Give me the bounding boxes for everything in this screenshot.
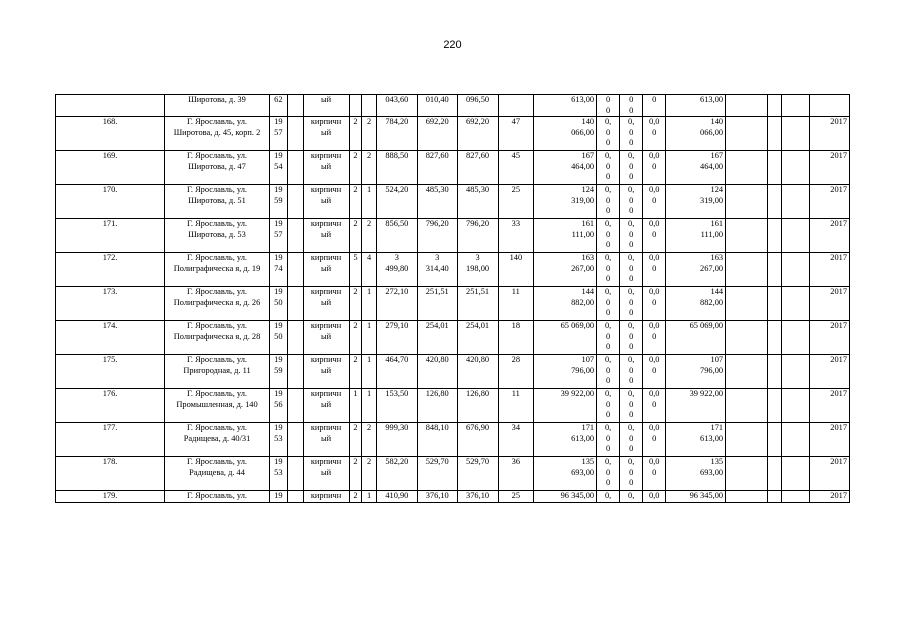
zero-cell-3: 0,0 0 [643,219,666,253]
address-cell: Г. Ярославль, ул. Полиграфическа я, д. 28 [165,321,270,355]
zero-cell-3: 0,0 0 [643,117,666,151]
repair-cost-cell: 96 345,00 [534,491,597,503]
total-area-cell: 999,30 [376,423,417,457]
empty-cell [287,95,303,117]
living-area-cell: 529,70 [417,457,457,491]
zero-cell-3: 0,0 0 [643,253,666,287]
zero-cell-1: 0, [597,491,620,503]
row-number-cell: 177. [56,423,165,457]
residents-cell: 47 [498,117,534,151]
zero-cell-2: 0, 0 0 [620,321,643,355]
repair-cost-total-cell: 140 066,00 [666,117,726,151]
zero-cell-3: 0,0 0 [643,355,666,389]
zero-cell-1: 0, 0 0 [597,185,620,219]
entrances-cell: 1 [362,185,377,219]
table-row [56,423,850,457]
floors-cell: 2 [349,321,362,355]
completion-year-cell [809,95,849,117]
living-area-cell: 848,10 [417,423,457,457]
completion-year-cell: 2017 [809,457,849,491]
premises-area-cell: 376,10 [457,491,498,503]
repair-cost-total-cell: 161 111,00 [666,219,726,253]
residents-cell: 18 [498,321,534,355]
wall-material-cell: кирпичн ый [303,389,349,423]
entrances-cell: 1 [362,491,377,503]
empty-cell [781,321,809,355]
completion-year-cell: 2017 [809,355,849,389]
address-cell: Г. Ярославль, ул. Промышленная, д. 140 [165,389,270,423]
entrances-cell [362,95,377,117]
residents-cell: 25 [498,185,534,219]
wall-material-cell: кирпичн ый [303,253,349,287]
empty-cell [768,219,782,253]
zero-cell-2: 0, 0 0 [620,287,643,321]
living-area-cell: 376,10 [417,491,457,503]
address-cell: Г. Ярославль, ул. Полиграфическа я, д. 26 [165,287,270,321]
empty-cell [287,457,303,491]
empty-cell [781,287,809,321]
zero-cell-2: 0, 0 0 [620,457,643,491]
total-area-cell: 3 499,80 [376,253,417,287]
empty-cell [781,457,809,491]
empty-cell [726,321,768,355]
entrances-cell: 2 [362,219,377,253]
total-area-cell: 043,60 [376,95,417,117]
zero-cell-2: 0, 0 0 [620,117,643,151]
row-number-cell [56,95,165,117]
living-area-cell: 420,80 [417,355,457,389]
total-area-cell: 279,10 [376,321,417,355]
total-area-cell: 784,20 [376,117,417,151]
completion-year-cell: 2017 [809,389,849,423]
address-cell: Г. Ярославль, ул. Широтова, д. 45, корп. 2 [165,117,270,151]
entrances-cell: 4 [362,253,377,287]
wall-material-cell: кирпичн ый [303,457,349,491]
total-area-cell: 153,50 [376,389,417,423]
zero-cell-1: 0, 0 0 [597,117,620,151]
entrances-cell: 2 [362,151,377,185]
repair-cost-total-cell: 96 345,00 [666,491,726,503]
zero-cell-3: 0,0 [643,491,666,503]
row-number-cell: 179. [56,491,165,503]
living-area-cell: 126,80 [417,389,457,423]
build-year-cell: 19 53 [269,457,287,491]
empty-cell [768,355,782,389]
completion-year-cell: 2017 [809,117,849,151]
table-row [56,253,850,287]
repair-cost-cell: 161 111,00 [534,219,597,253]
living-area-cell: 692,20 [417,117,457,151]
wall-material-cell: ый [303,95,349,117]
zero-cell-2: 0, 0 0 [620,389,643,423]
table-row [56,117,850,151]
zero-cell-2: 0, [620,491,643,503]
row-number-cell: 176. [56,389,165,423]
zero-cell-3: 0,0 0 [643,423,666,457]
wall-material-cell: кирпичн ый [303,151,349,185]
repair-cost-cell: 135 693,00 [534,457,597,491]
floors-cell: 2 [349,491,362,503]
zero-cell-1: 0, 0 0 [597,321,620,355]
address-cell: Г. Ярославль, ул. Широтова, д. 53 [165,219,270,253]
empty-cell [768,491,782,503]
zero-cell-1: 0, 0 0 [597,355,620,389]
zero-cell-1: 0, 0 0 [597,287,620,321]
repair-cost-cell: 39 922,00 [534,389,597,423]
zero-cell-2: 0, 0 0 [620,151,643,185]
empty-cell [768,185,782,219]
completion-year-cell: 2017 [809,253,849,287]
living-area-cell: 010,40 [417,95,457,117]
total-area-cell: 524,20 [376,185,417,219]
empty-cell [768,457,782,491]
empty-cell [726,185,768,219]
entrances-cell: 2 [362,457,377,491]
premises-area-cell: 126,80 [457,389,498,423]
address-cell: Г. Ярославль, ул. Радищева, д. 44 [165,457,270,491]
empty-cell [287,321,303,355]
repair-cost-cell: 65 069,00 [534,321,597,355]
empty-cell [726,117,768,151]
wall-material-cell: кирпичн ый [303,355,349,389]
zero-cell-2: 0, 0 0 [620,423,643,457]
empty-cell [726,219,768,253]
address-cell: Г. Ярославль, ул. Широтова, д. 51 [165,185,270,219]
empty-cell [287,219,303,253]
total-area-cell: 582,20 [376,457,417,491]
premises-area-cell: 796,20 [457,219,498,253]
row-number-cell: 172. [56,253,165,287]
wall-material-cell: кирпичн ый [303,117,349,151]
entrances-cell: 1 [362,321,377,355]
row-number-cell: 175. [56,355,165,389]
row-number-cell: 171. [56,219,165,253]
zero-cell-2: 0, 0 0 [620,253,643,287]
zero-cell-1: 0, 0 0 [597,253,620,287]
build-year-cell: 19 57 [269,219,287,253]
row-number-cell: 178. [56,457,165,491]
zero-cell-1: 0, 0 0 [597,457,620,491]
premises-area-cell: 096,50 [457,95,498,117]
table-row [56,185,850,219]
repair-cost-total-cell: 135 693,00 [666,457,726,491]
floors-cell: 2 [349,185,362,219]
floors-cell: 1 [349,389,362,423]
premises-area-cell: 251,51 [457,287,498,321]
empty-cell [768,389,782,423]
zero-cell-3: 0,0 0 [643,287,666,321]
zero-cell-3: 0,0 0 [643,389,666,423]
entrances-cell: 1 [362,355,377,389]
completion-year-cell: 2017 [809,491,849,503]
wall-material-cell: кирпичн ый [303,287,349,321]
table-row [56,457,850,491]
empty-cell [287,117,303,151]
empty-cell [768,423,782,457]
empty-cell [726,389,768,423]
repair-cost-total-cell: 65 069,00 [666,321,726,355]
zero-cell-1: 0, 0 0 [597,219,620,253]
zero-cell-2: 0, 0 0 [620,185,643,219]
zero-cell-1: 0, 0 0 [597,423,620,457]
floors-cell: 2 [349,355,362,389]
entrances-cell: 1 [362,287,377,321]
empty-cell [781,253,809,287]
table-row [56,151,850,185]
floors-cell: 2 [349,287,362,321]
empty-cell [781,185,809,219]
repair-cost-cell: 140 066,00 [534,117,597,151]
zero-cell-3: 0,0 0 [643,185,666,219]
completion-year-cell: 2017 [809,151,849,185]
living-area-cell: 796,20 [417,219,457,253]
empty-cell [781,491,809,503]
empty-cell [781,355,809,389]
build-year-cell: 19 50 [269,321,287,355]
completion-year-cell: 2017 [809,321,849,355]
premises-area-cell: 676,90 [457,423,498,457]
table-row [56,95,850,117]
address-cell: Г. Ярославль, ул. [165,491,270,503]
repair-cost-total-cell: 39 922,00 [666,389,726,423]
residents-cell: 28 [498,355,534,389]
floors-cell: 2 [349,423,362,457]
zero-cell-1: 0 0 [597,95,620,117]
build-year-cell: 19 53 [269,423,287,457]
living-area-cell: 254,01 [417,321,457,355]
premises-area-cell: 3 198,00 [457,253,498,287]
floors-cell: 2 [349,151,362,185]
completion-year-cell: 2017 [809,185,849,219]
living-area-cell: 827,60 [417,151,457,185]
living-area-cell: 485,30 [417,185,457,219]
row-number-cell: 168. [56,117,165,151]
row-number-cell: 173. [56,287,165,321]
repair-cost-cell: 144 882,00 [534,287,597,321]
build-year-cell: 19 59 [269,355,287,389]
empty-cell [726,253,768,287]
residents-cell: 34 [498,423,534,457]
address-cell: Г. Ярославль, ул. Радищева, д. 40/31 [165,423,270,457]
empty-cell [287,185,303,219]
wall-material-cell: кирпичн ый [303,423,349,457]
empty-cell [781,117,809,151]
table-row [56,389,850,423]
total-area-cell: 856,50 [376,219,417,253]
floors-cell: 2 [349,219,362,253]
residents-cell: 33 [498,219,534,253]
repair-cost-cell: 107 796,00 [534,355,597,389]
build-year-cell: 19 74 [269,253,287,287]
empty-cell [768,321,782,355]
entrances-cell: 1 [362,389,377,423]
entrances-cell: 2 [362,117,377,151]
empty-cell [781,389,809,423]
empty-cell [768,95,782,117]
table-row [56,219,850,253]
repair-cost-cell: 171 613,00 [534,423,597,457]
housing-register-table [55,94,850,503]
wall-material-cell: кирпичн [303,491,349,503]
repair-cost-cell: 167 464,00 [534,151,597,185]
address-cell: Г. Ярославль, ул. Широтова, д. 47 [165,151,270,185]
table-row [56,491,850,503]
floors-cell: 2 [349,117,362,151]
empty-cell [726,457,768,491]
wall-material-cell: кирпичн ый [303,219,349,253]
premises-area-cell: 485,30 [457,185,498,219]
zero-cell-3: 0,0 0 [643,321,666,355]
wall-material-cell: кирпичн ый [303,321,349,355]
empty-cell [768,253,782,287]
empty-cell [287,355,303,389]
empty-cell [287,491,303,503]
empty-cell [768,151,782,185]
zero-cell-3: 0 [643,95,666,117]
empty-cell [726,151,768,185]
living-area-cell: 3 314,40 [417,253,457,287]
zero-cell-2: 0, 0 0 [620,219,643,253]
floors-cell [349,95,362,117]
completion-year-cell: 2017 [809,423,849,457]
empty-cell [287,287,303,321]
repair-cost-total-cell: 171 613,00 [666,423,726,457]
address-cell: Г. Ярославль, ул. Пригородная, д. 11 [165,355,270,389]
repair-cost-total-cell: 124 319,00 [666,185,726,219]
completion-year-cell: 2017 [809,219,849,253]
residents-cell: 36 [498,457,534,491]
zero-cell-1: 0, 0 0 [597,151,620,185]
row-number-cell: 169. [56,151,165,185]
page-number: 220 [443,39,462,51]
build-year-cell: 62 [269,95,287,117]
empty-cell [768,287,782,321]
row-number-cell: 174. [56,321,165,355]
floors-cell: 2 [349,457,362,491]
empty-cell [287,151,303,185]
empty-cell [287,389,303,423]
repair-cost-cell: 124 319,00 [534,185,597,219]
build-year-cell: 19 59 [269,185,287,219]
empty-cell [287,423,303,457]
residents-cell: 25 [498,491,534,503]
repair-cost-cell: 613,00 [534,95,597,117]
premises-area-cell: 529,70 [457,457,498,491]
build-year-cell: 19 54 [269,151,287,185]
residents-cell: 45 [498,151,534,185]
empty-cell [726,95,768,117]
total-area-cell: 464,70 [376,355,417,389]
completion-year-cell: 2017 [809,287,849,321]
empty-cell [726,491,768,503]
living-area-cell: 251,51 [417,287,457,321]
table-row [56,355,850,389]
repair-cost-total-cell: 167 464,00 [666,151,726,185]
repair-cost-total-cell: 613,00 [666,95,726,117]
build-year-cell: 19 56 [269,389,287,423]
empty-cell [726,287,768,321]
wall-material-cell: кирпичн ый [303,185,349,219]
empty-cell [726,355,768,389]
empty-cell [287,253,303,287]
premises-area-cell: 692,20 [457,117,498,151]
table-body [56,95,850,503]
residents-cell [498,95,534,117]
empty-cell [781,151,809,185]
zero-cell-2: 0 0 [620,95,643,117]
build-year-cell: 19 [269,491,287,503]
table-row [56,287,850,321]
zero-cell-2: 0, 0 0 [620,355,643,389]
address-cell: Широтова, д. 39 [165,95,270,117]
empty-cell [768,117,782,151]
total-area-cell: 888,50 [376,151,417,185]
residents-cell: 11 [498,287,534,321]
zero-cell-3: 0,0 0 [643,457,666,491]
premises-area-cell: 827,60 [457,151,498,185]
repair-cost-total-cell: 144 882,00 [666,287,726,321]
total-area-cell: 410,90 [376,491,417,503]
empty-cell [781,423,809,457]
address-cell: Г. Ярославль, ул. Полиграфическа я, д. 19 [165,253,270,287]
repair-cost-cell: 163 267,00 [534,253,597,287]
total-area-cell: 272,10 [376,287,417,321]
zero-cell-3: 0,0 0 [643,151,666,185]
residents-cell: 140 [498,253,534,287]
empty-cell [781,219,809,253]
zero-cell-1: 0, 0 0 [597,389,620,423]
empty-cell [781,95,809,117]
row-number-cell: 170. [56,185,165,219]
build-year-cell: 19 57 [269,117,287,151]
floors-cell: 5 [349,253,362,287]
premises-area-cell: 420,80 [457,355,498,389]
repair-cost-total-cell: 107 796,00 [666,355,726,389]
repair-cost-total-cell: 163 267,00 [666,253,726,287]
entrances-cell: 2 [362,423,377,457]
build-year-cell: 19 50 [269,287,287,321]
empty-cell [726,423,768,457]
table-row [56,321,850,355]
residents-cell: 11 [498,389,534,423]
premises-area-cell: 254,01 [457,321,498,355]
